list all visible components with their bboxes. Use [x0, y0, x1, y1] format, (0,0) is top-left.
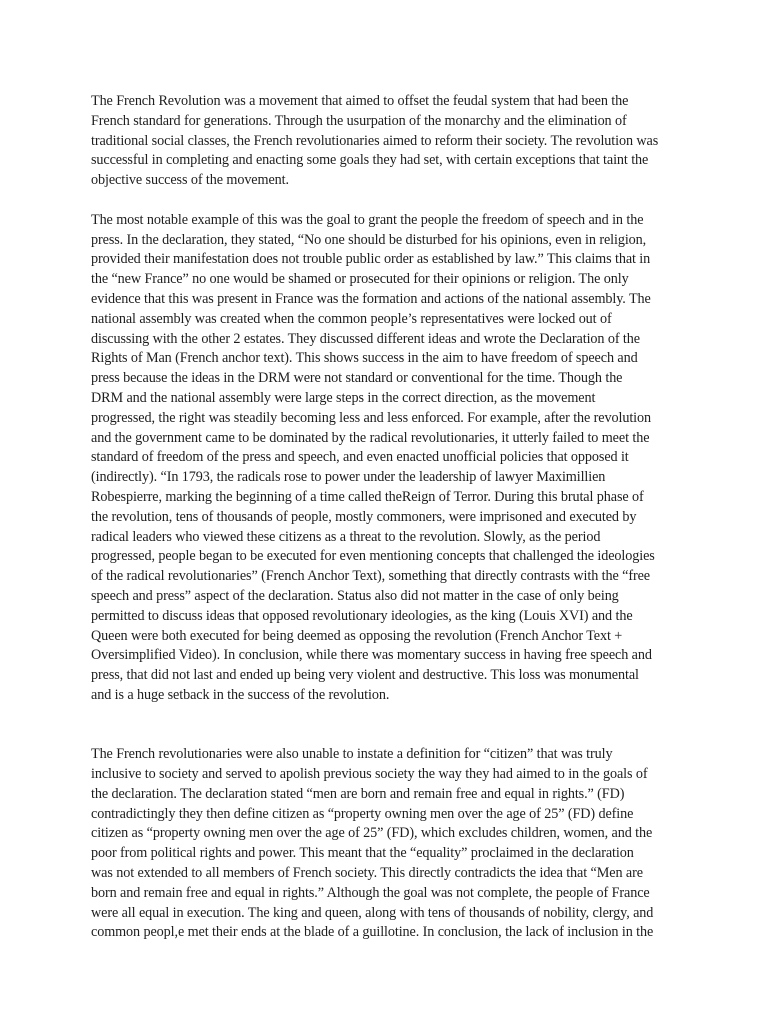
text-line: standard of freedom of the press and speech, and even enacted unofficial policies that opposed it: [91, 449, 629, 466]
text-line: press, that did not last and ended up being very violent and destructive. This loss was monumental: [91, 667, 639, 684]
text-line: progressed, the right was steadily becoming less and less enforced. For example, after the revolution: [91, 409, 651, 426]
text-line: national assembly was created when the common people’s representatives were locked out of: [91, 310, 612, 327]
text-line: The most notable example of this was the goal to grant the people the freedom of speech and in the: [91, 211, 644, 228]
text-line: speech and press” aspect of the declaration. Status also did not matter in the case of only being: [91, 587, 619, 604]
text-line: evidence that this was present in France was the formation and actions of the national assembly. The: [91, 290, 651, 307]
paragraph-2: [91, 211, 691, 726]
text-line: radical leaders who viewed these citizens as a threat to the revolution. Slowly, as the period: [91, 528, 601, 545]
text-line: common peopl,e met their ends at the blade of a guillotine. In conclusion, the lack of inclusion in the: [91, 924, 654, 941]
text-line: contradictingly they then define citizen as “property owning men over the age of 25” (FD) define: [91, 805, 634, 822]
text-line: the revolution, tens of thousands of people, mostly commoners, were imprisoned and executed by: [91, 508, 637, 525]
text-line: provided their manifestation does not trouble public order as established by law.” This claims that in: [91, 251, 651, 268]
text-line: born and remain free and equal in rights.” Although the goal was not complete, the people of France: [91, 884, 650, 901]
text-line: and is a huge setback in the success of the revolution.: [91, 686, 390, 703]
paragraph-3: [91, 745, 691, 943]
text-line: successful in completing and enacting some goals they had set, with certain exceptions that taint the: [91, 152, 649, 169]
text-line: citizen as “property owning men over the age of 25” (FD), which excludes children, women, and the: [91, 825, 653, 842]
text-line: (indirectly). “In 1793, the radicals rose to power under the leadership of lawyer Maximillien: [91, 469, 606, 486]
text-line: were all equal in execution. The king and queen, along with tens of thousands of nobility, clergy, and: [91, 904, 654, 921]
text-line: French standard for generations. Through the usurpation of the monarchy and the elimination of: [91, 112, 627, 129]
paragraph-1: [91, 92, 691, 191]
text-line: press because the ideas in the DRM were not standard or conventional for the time. Though the: [91, 370, 623, 387]
text-line: of the radical revolutionaries” (French Anchor Text), something that directly contrasts with the “free: [91, 568, 651, 585]
document-body: [91, 92, 691, 963]
text-line: and the government came to be dominated by the radical revolutionaries, it utterly failed to meet the: [91, 429, 650, 446]
text-line: Queen were both executed for being deemed as opposing the revolution (French Anchor Text +: [91, 627, 623, 644]
text-line: inclusive to society and served to apolish previous society the way they had aimed to in the goals of: [91, 766, 648, 783]
text-line: the “new France” no one would be shamed or prosecuted for their opinions or religion. The only: [91, 271, 629, 288]
text-line: The French revolutionaries were also unable to instate a definition for “citizen” that was truly: [91, 746, 613, 763]
text-line: Rights of Man (French anchor text). This shows success in the aim to have freedom of speech and: [91, 350, 638, 367]
text-line: was not extended to all members of French society. This directly contradicts the idea that “Men are: [91, 865, 643, 882]
text-line: permitted to discuss ideas that opposed revolutionary ideologies, as the king (Louis XVI) and the: [91, 607, 633, 624]
text-line: progressed, people began to be executed for even mentioning concepts that challenged the ideologies: [91, 548, 655, 565]
text-line: objective success of the movement.: [91, 172, 289, 189]
text-line: poor from political rights and power. This meant that the “equality” proclaimed in the declaration: [91, 845, 634, 862]
text-line: [91, 706, 691, 726]
text-line: DRM and the national assembly were large steps in the correct direction, as the movement: [91, 389, 596, 406]
text-line: discussing with the other 2 estates. They discussed different ideas and wrote the Declaration of the: [91, 330, 640, 347]
text-line: The French Revolution was a movement that aimed to offset the feudal system that had been the: [91, 93, 629, 109]
text-line: Oversimplified Video). In conclusion, while there was momentary success in having free speech and: [91, 647, 652, 664]
text-line: the declaration. The declaration stated “men are born and remain free and equal in rights.” (FD): [91, 785, 625, 802]
text-line: press. In the declaration, they stated, “No one should be disturbed for his opinions, even in religion,: [91, 231, 647, 248]
text-line: Robespierre, marking the beginning of a time called theReign of Terror. During this brutal phase of: [91, 488, 644, 505]
text-line: traditional social classes, the French revolutionaries aimed to reform their society. The revolution was: [91, 132, 659, 149]
